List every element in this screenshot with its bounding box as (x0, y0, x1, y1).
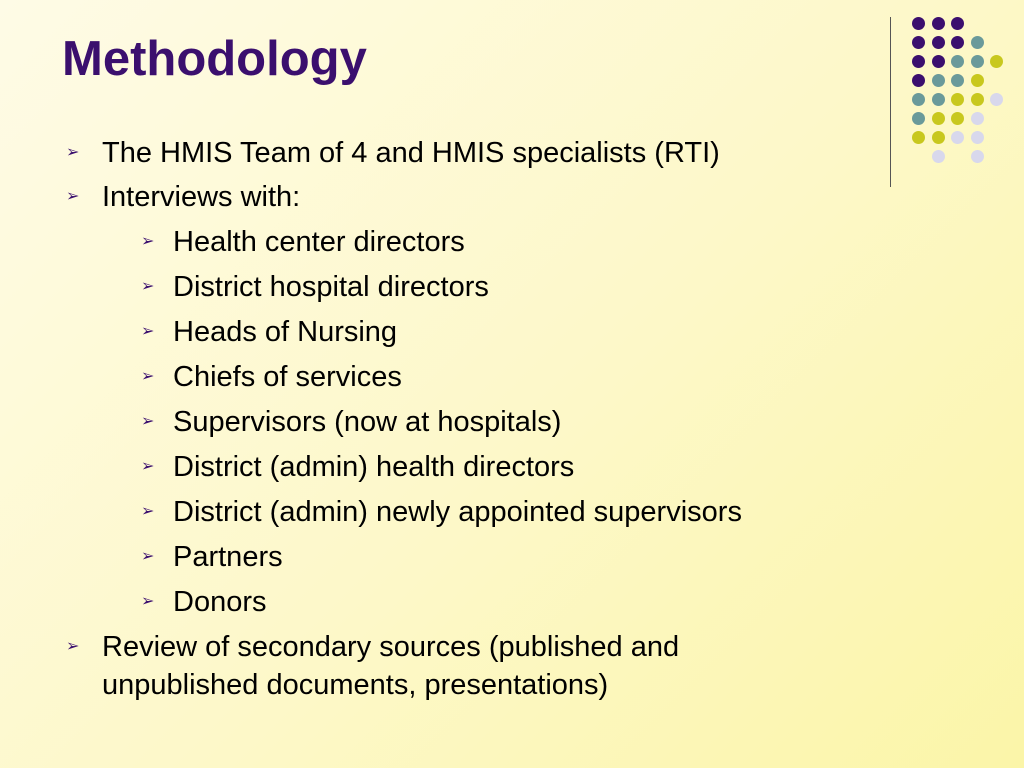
sub-bullet-item (141, 448, 575, 486)
bullet-arrow-icon: ➢ (66, 144, 80, 161)
decorative-dot (932, 131, 945, 144)
bullet-arrow-icon: ➢ (141, 368, 155, 385)
bullet-arrow-icon: ➢ (141, 458, 155, 475)
bullet-item (66, 134, 720, 172)
decorative-dot (932, 112, 945, 125)
decorative-dot (951, 131, 964, 144)
decorative-dot (951, 17, 964, 30)
decorative-dot (951, 112, 964, 125)
sub-bullet-item (141, 358, 402, 396)
decorative-dot (932, 74, 945, 87)
decorative-dot (971, 55, 984, 68)
bullet-text: District hospital directors (173, 271, 489, 303)
decorative-dot (971, 74, 984, 87)
bullet-arrow-icon: ➢ (141, 548, 155, 565)
decorative-dot (971, 131, 984, 144)
decorative-dot (912, 112, 925, 125)
bullet-text: District (admin) health directors (173, 451, 575, 483)
bullet-text: Heads of Nursing (173, 316, 398, 348)
decorative-dot (951, 74, 964, 87)
decorative-dot (932, 17, 945, 30)
decorative-dot (912, 131, 925, 144)
bullet-arrow-icon: ➢ (141, 233, 155, 250)
decorative-dot (971, 36, 984, 49)
sub-bullet-item (141, 223, 465, 261)
bullet-text: Supervisors (now at hospitals) (173, 406, 562, 438)
decorative-dot (951, 55, 964, 68)
decorative-dot (932, 150, 945, 163)
decorative-dot (912, 74, 925, 87)
decorative-dot (990, 55, 1003, 68)
sub-bullet-item (141, 493, 742, 531)
sub-bullet-item (141, 313, 398, 351)
bullet-arrow-icon: ➢ (66, 188, 80, 205)
bullet-item (66, 178, 301, 216)
bullet-text: Donors (173, 586, 267, 618)
bullet-text: The HMIS Team of 4 and HMIS specialists (RTI) (102, 137, 720, 169)
bullet-item (66, 628, 822, 704)
bullet-arrow-icon: ➢ (141, 503, 155, 520)
bullet-arrow-icon: ➢ (141, 323, 155, 340)
bullet-text: Partners (173, 541, 283, 573)
sub-bullet-item (141, 538, 283, 576)
decorative-dot (951, 36, 964, 49)
bullet-text: Chiefs of services (173, 361, 402, 393)
slide-title: Methodology (62, 32, 367, 86)
sub-bullet-item (141, 583, 267, 621)
decorative-dot (912, 93, 925, 106)
decorative-dot (912, 36, 925, 49)
decorative-dot (971, 112, 984, 125)
decorative-dot (932, 93, 945, 106)
decorative-dot (971, 150, 984, 163)
decorative-dot (971, 93, 984, 106)
decorative-dot (912, 55, 925, 68)
sub-bullet-item (141, 268, 489, 306)
sub-bullet-item (141, 403, 562, 441)
decorative-dot (990, 93, 1003, 106)
bullet-arrow-icon: ➢ (141, 413, 155, 430)
decorative-dot (932, 55, 945, 68)
decorative-dot (932, 36, 945, 49)
bullet-text: District (admin) newly appointed supervisors (173, 496, 742, 528)
bullet-arrow-icon: ➢ (141, 593, 155, 610)
bullet-arrow-icon: ➢ (141, 278, 155, 295)
bullet-text: Interviews with: (102, 181, 301, 213)
decorative-dot (951, 93, 964, 106)
bullet-text: Review of secondary sources (published and unpublished documents, presentations) (102, 631, 680, 701)
bullet-text: Health center directors (173, 226, 465, 258)
decorative-dot (912, 17, 925, 30)
bullet-arrow-icon: ➢ (66, 638, 80, 655)
